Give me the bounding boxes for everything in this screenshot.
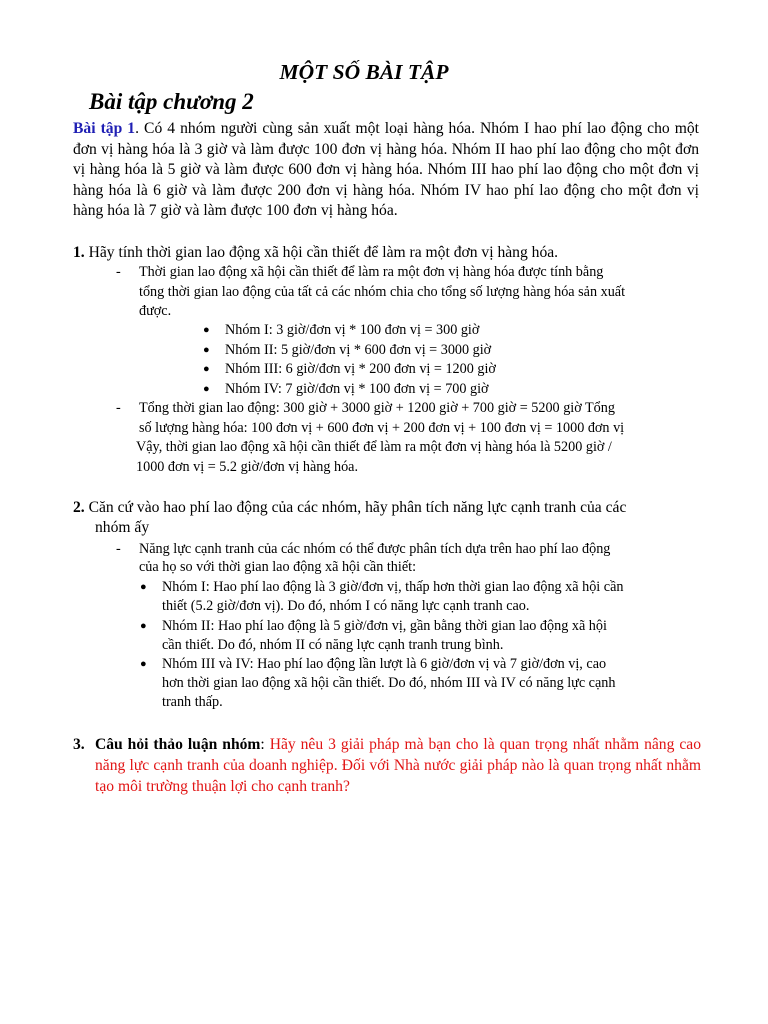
exercise-1-label: Bài tập 1 — [73, 120, 136, 137]
question-3-label: Câu hỏi thảo luận nhóm — [95, 736, 261, 753]
q1-answer-line: Thời gian lao động xã hội cần thiết để làm ra một đơn vị hàng hóa được tính bằng — [139, 264, 604, 280]
q2-bullet-line: thiết (5.2 giờ/đơn vị). Do đó, nhóm I có năng lực cạnh tranh cao. — [162, 598, 530, 614]
question-1 — [73, 244, 558, 262]
q1-total-line: Vậy, thời gian lao động xã hội cần thiết để làm ra một đơn vị hàng hóa là 5200 giờ / — [136, 439, 612, 455]
q2-bullet-line: Nhóm III và IV: Hao phí lao động lần lượt là 6 giờ/đơn vị và 7 giờ/đơn vị, cao — [162, 656, 607, 672]
exercise-1-paragraph — [73, 119, 699, 222]
q1-bullet-item: Nhóm IV: 7 giờ/đơn vị * 100 đơn vị = 700 giờ — [225, 381, 489, 397]
question-3-text: Hãy nêu 3 giải pháp mà bạn cho là quan trọng nhất nhằm nâng cao năng lực cạnh tranh của doanh nghiệp. Đối với Nhà nước giải pháp nào là quan trọng nhất nhằm tạo môi trường thuận lợi cho cạnh tranh? — [95, 736, 701, 795]
bullet-icon: ● — [203, 344, 210, 356]
chapter-subtitle: Bài tập chương 2 — [89, 89, 254, 114]
question-1-number: 1. — [73, 244, 85, 261]
question-1-text: Hãy tính thời gian lao động xã hội cần thiết để làm ra một đơn vị hàng hóa. — [88, 244, 559, 261]
q2-bullet-line: cần thiết. Do đó, nhóm II có năng lực cạnh tranh trung bình. — [162, 637, 504, 653]
question-2-text: Căn cứ vào hao phí lao động của các nhóm, hãy phân tích năng lực cạnh tranh của các — [88, 499, 627, 516]
question-3 — [73, 734, 701, 797]
q2-bullet-line: hơn thời gian lao động xã hội cần thiết. Do đó, nhóm III và IV có năng lực cạnh — [162, 675, 616, 691]
bullet-icon: ● — [203, 324, 210, 336]
question-2-text-cont: nhóm ấy — [95, 519, 150, 536]
question-2-number: 2. — [73, 499, 85, 516]
question-3-colon: : — [260, 736, 265, 753]
q1-dash-1: - — [116, 264, 121, 280]
q1-answer-line: tổng thời gian lao động của tất cả các nhóm chia cho tổng số lượng hàng hóa sản xuất — [139, 284, 626, 300]
q1-dash-2: - — [116, 400, 121, 416]
q2-answer-line: của họ so với thời gian lao động xã hội cần thiết: — [139, 559, 417, 575]
page-title: MỘT SỐ BÀI TẬP — [279, 60, 449, 84]
bullet-icon: ● — [140, 658, 147, 670]
q2-dash: - — [116, 541, 121, 557]
q1-bullet-item: Nhóm I: 3 giờ/đơn vị * 100 đơn vị = 300 giờ — [225, 322, 480, 338]
q1-answer-line: được. — [139, 303, 172, 319]
q2-bullet-line: Nhóm I: Hao phí lao động là 3 giờ/đơn vị, thấp hơn thời gian lao động xã hội cần — [162, 579, 624, 595]
q2-bullet-line: Nhóm II: Hao phí lao động là 5 giờ/đơn vị, gần bằng thời gian lao động xã hội — [162, 618, 607, 634]
exercise-1-text: . Có 4 nhóm người cùng sản xuất một loại hàng hóa. Nhóm I hao phí lao động cho một đơn vị hàng hóa là 3 giờ và làm được 100 đơn vị hàng hóa. Nhóm II hao phí lao động cho một đơn vị hàng hóa là 5 giờ và làm được 600 đơn vị hàng hóa. Nhóm III hao phí lao động cho một đơn vị hàng hóa là 6 giờ và làm được 200 đơn vị hàng hóa. Nhóm IV hao phí lao động cho một đơn vị hàng hóa là 7 giờ và làm được 100 đơn vị hàng hóa. — [73, 120, 699, 220]
q2-answer-line: Năng lực cạnh tranh của các nhóm có thể được phân tích dựa trên hao phí lao động — [139, 541, 611, 557]
q1-total-line: Tổng thời gian lao động: 300 giờ + 3000 giờ + 1200 giờ + 700 giờ = 5200 giờ Tổng — [139, 400, 615, 416]
question-2 — [73, 499, 626, 517]
bullet-icon: ● — [203, 383, 210, 395]
question-3-number: 3. — [73, 736, 85, 753]
q1-bullet-item: Nhóm III: 6 giờ/đơn vị * 200 đơn vị = 1200 giờ — [225, 361, 496, 377]
q1-bullet-item: Nhóm II: 5 giờ/đơn vị * 600 đơn vị = 3000 giờ — [225, 342, 492, 358]
bullet-icon: ● — [140, 581, 147, 593]
bullet-icon: ● — [140, 620, 147, 632]
q1-total-line: số lượng hàng hóa: 100 đơn vị + 600 đơn vị + 200 đơn vị + 100 đơn vị = 1000 đơn vị — [139, 420, 625, 436]
q1-total-line: 1000 đơn vị = 5.2 giờ/đơn vị hàng hóa. — [136, 459, 359, 475]
q2-bullet-line: tranh thấp. — [162, 694, 223, 710]
bullet-icon: ● — [203, 363, 210, 375]
